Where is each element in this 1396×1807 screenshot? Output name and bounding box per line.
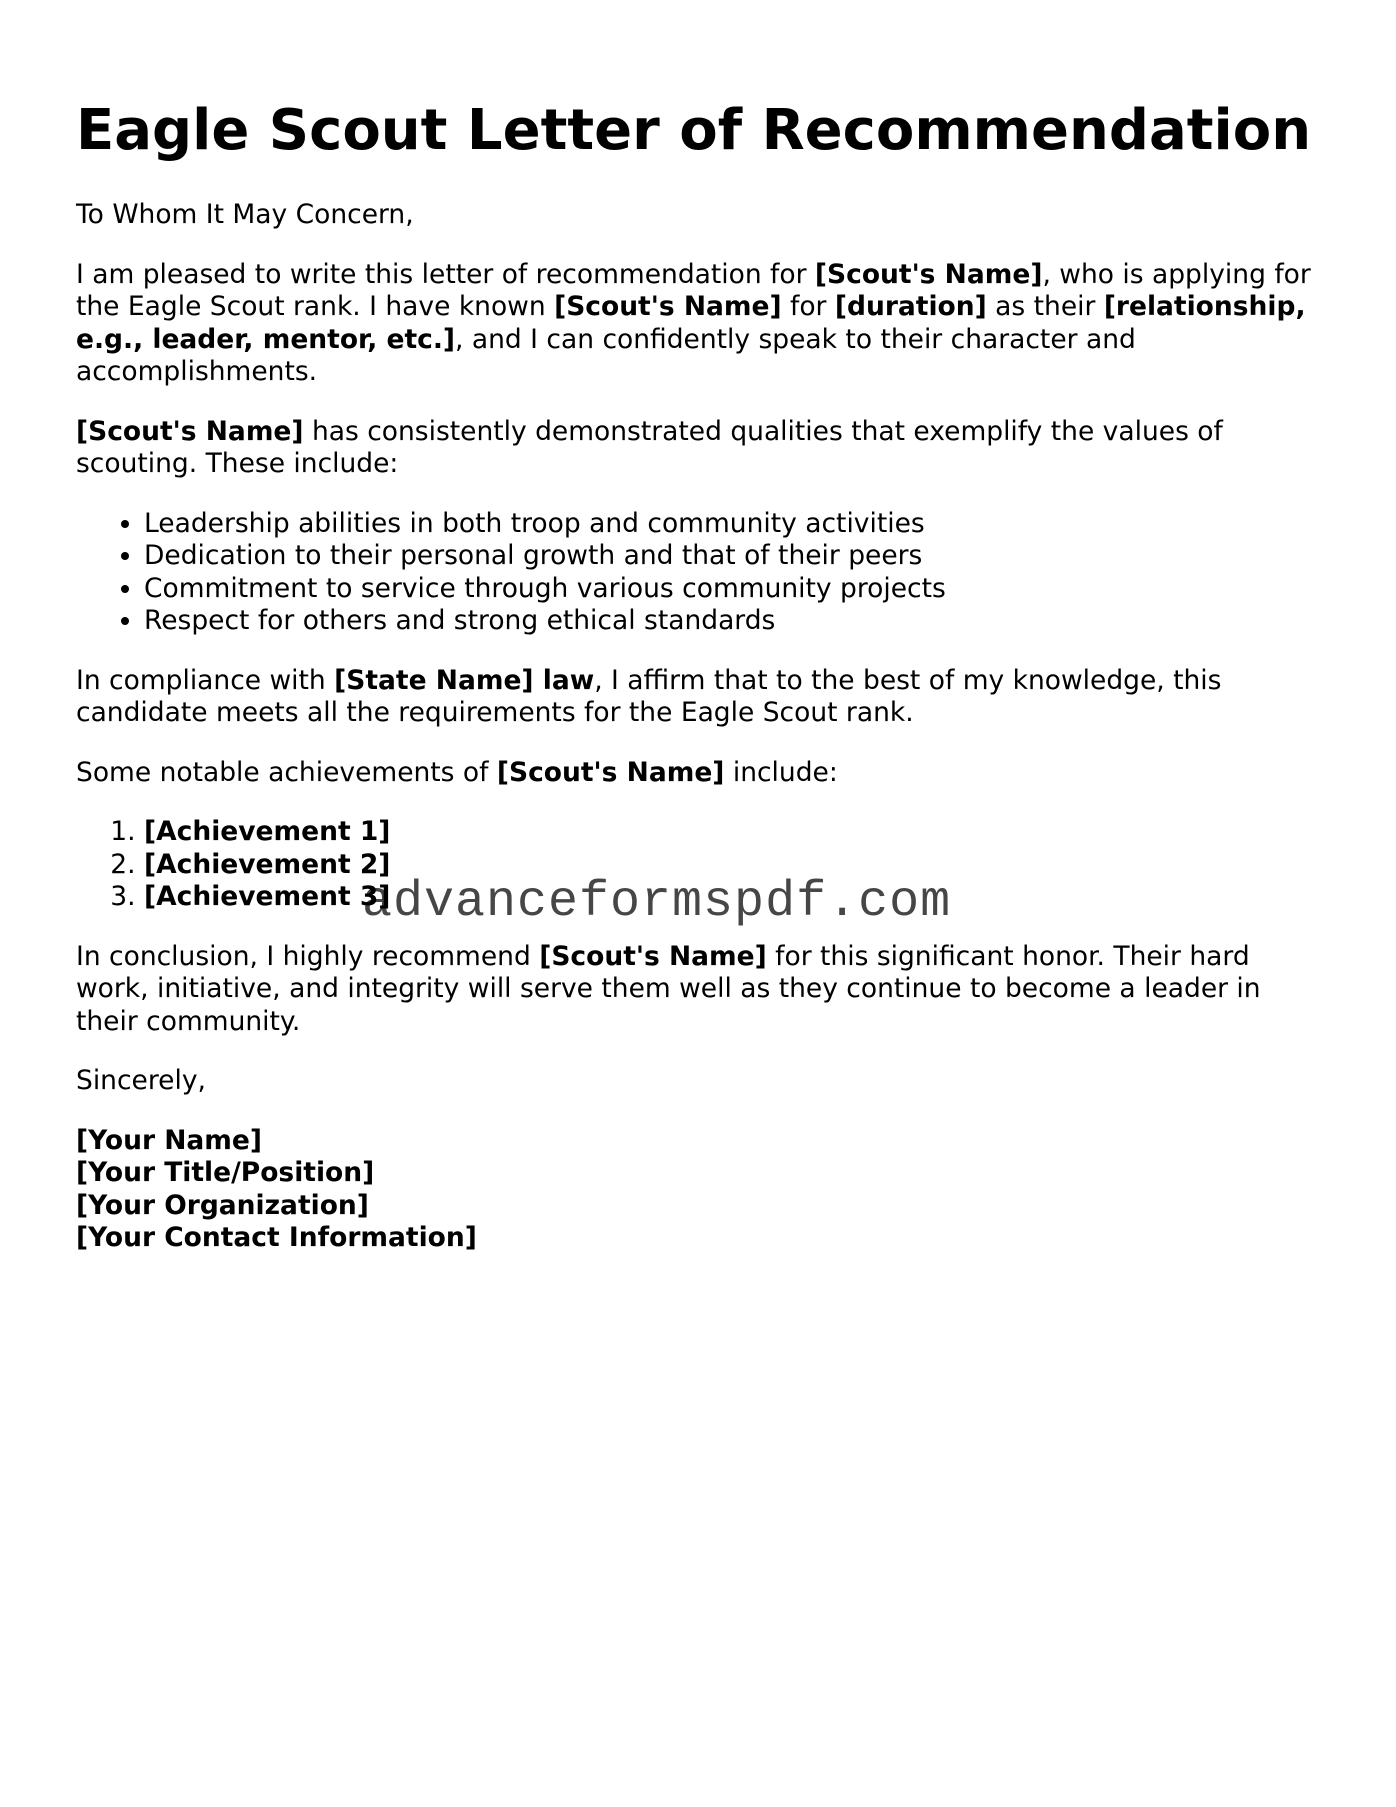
conclusion-paragraph: In conclusion, I highly recommend [Scout's Name] for this significant honor. Their hard work, initiative, and integrity will serve them well as they continue to become a leader in their community.	[76, 940, 1261, 1037]
list-item: • Commitment to service through various community projects	[144, 573, 1326, 606]
compliance-paragraph: In compliance with [State Name] law, I affirm that to the best of my knowledge, this candidate meets all the requirements for the Eagle Scout rank.	[76, 664, 1222, 728]
salutation: To Whom It May Concern,	[76, 199, 414, 230]
signature-organization: [Your Organization]	[76, 1189, 369, 1221]
signature-contact: [Your Contact Information]	[76, 1222, 477, 1253]
list-item: 1. [Achievement 1]	[144, 816, 1326, 849]
list-item: • Dedication to their personal growth and that of their peers	[144, 540, 1326, 573]
achievements-intro: Some notable achievements of [Scout's Name] include:	[76, 756, 838, 788]
list-item: 2. [Achievement 2]	[144, 849, 1326, 882]
intro-paragraph: I am pleased to write this letter of recommendation for [Scout's Name], who is applying for the Eagle Scout rank. I have known [Scout's Name] for [duration] as their [relationship, e.g., leader, mentor, etc.], and I can confidently speak to their character and accomplishments.	[76, 258, 1311, 387]
scout-name-placeholder: [Scout's Name]	[76, 415, 304, 447]
signature-block	[76, 1125, 1326, 1255]
closing: Sincerely,	[76, 1065, 206, 1096]
page-title: Eagle Scout Letter of Recommendation	[76, 98, 1312, 163]
scout-name-placeholder: [Scout's Name]	[554, 291, 782, 322]
list-item: • Leadership abilities in both troop and community activities	[144, 508, 1326, 541]
scout-name-placeholder: [Scout's Name]	[814, 258, 1043, 290]
scout-name-placeholder: [Scout's Name]	[496, 756, 725, 788]
state-law-placeholder: [State Name] law	[334, 664, 595, 696]
list-item: • Respect for others and strong ethical standards	[144, 605, 1326, 638]
relationship-placeholder: [relationship, e.g., leader, mentor, etc.]	[76, 291, 1306, 355]
letter-body	[76, 199, 1326, 1255]
signature-title: [Your Title/Position]	[76, 1157, 375, 1188]
signature-name: [Your Name]	[76, 1124, 262, 1156]
scout-name-placeholder: [Scout's Name]	[539, 940, 767, 972]
watermark: advanceformspdf.com	[362, 874, 952, 931]
duration-placeholder: [duration]	[834, 291, 987, 322]
list-item: 3. [Achievement 3]	[144, 881, 1326, 914]
qualities-paragraph: [Scout's Name] has consistently demonstrated qualities that exemplify the values of scouting. These include:	[76, 415, 1223, 479]
qualities-list	[76, 508, 1326, 638]
